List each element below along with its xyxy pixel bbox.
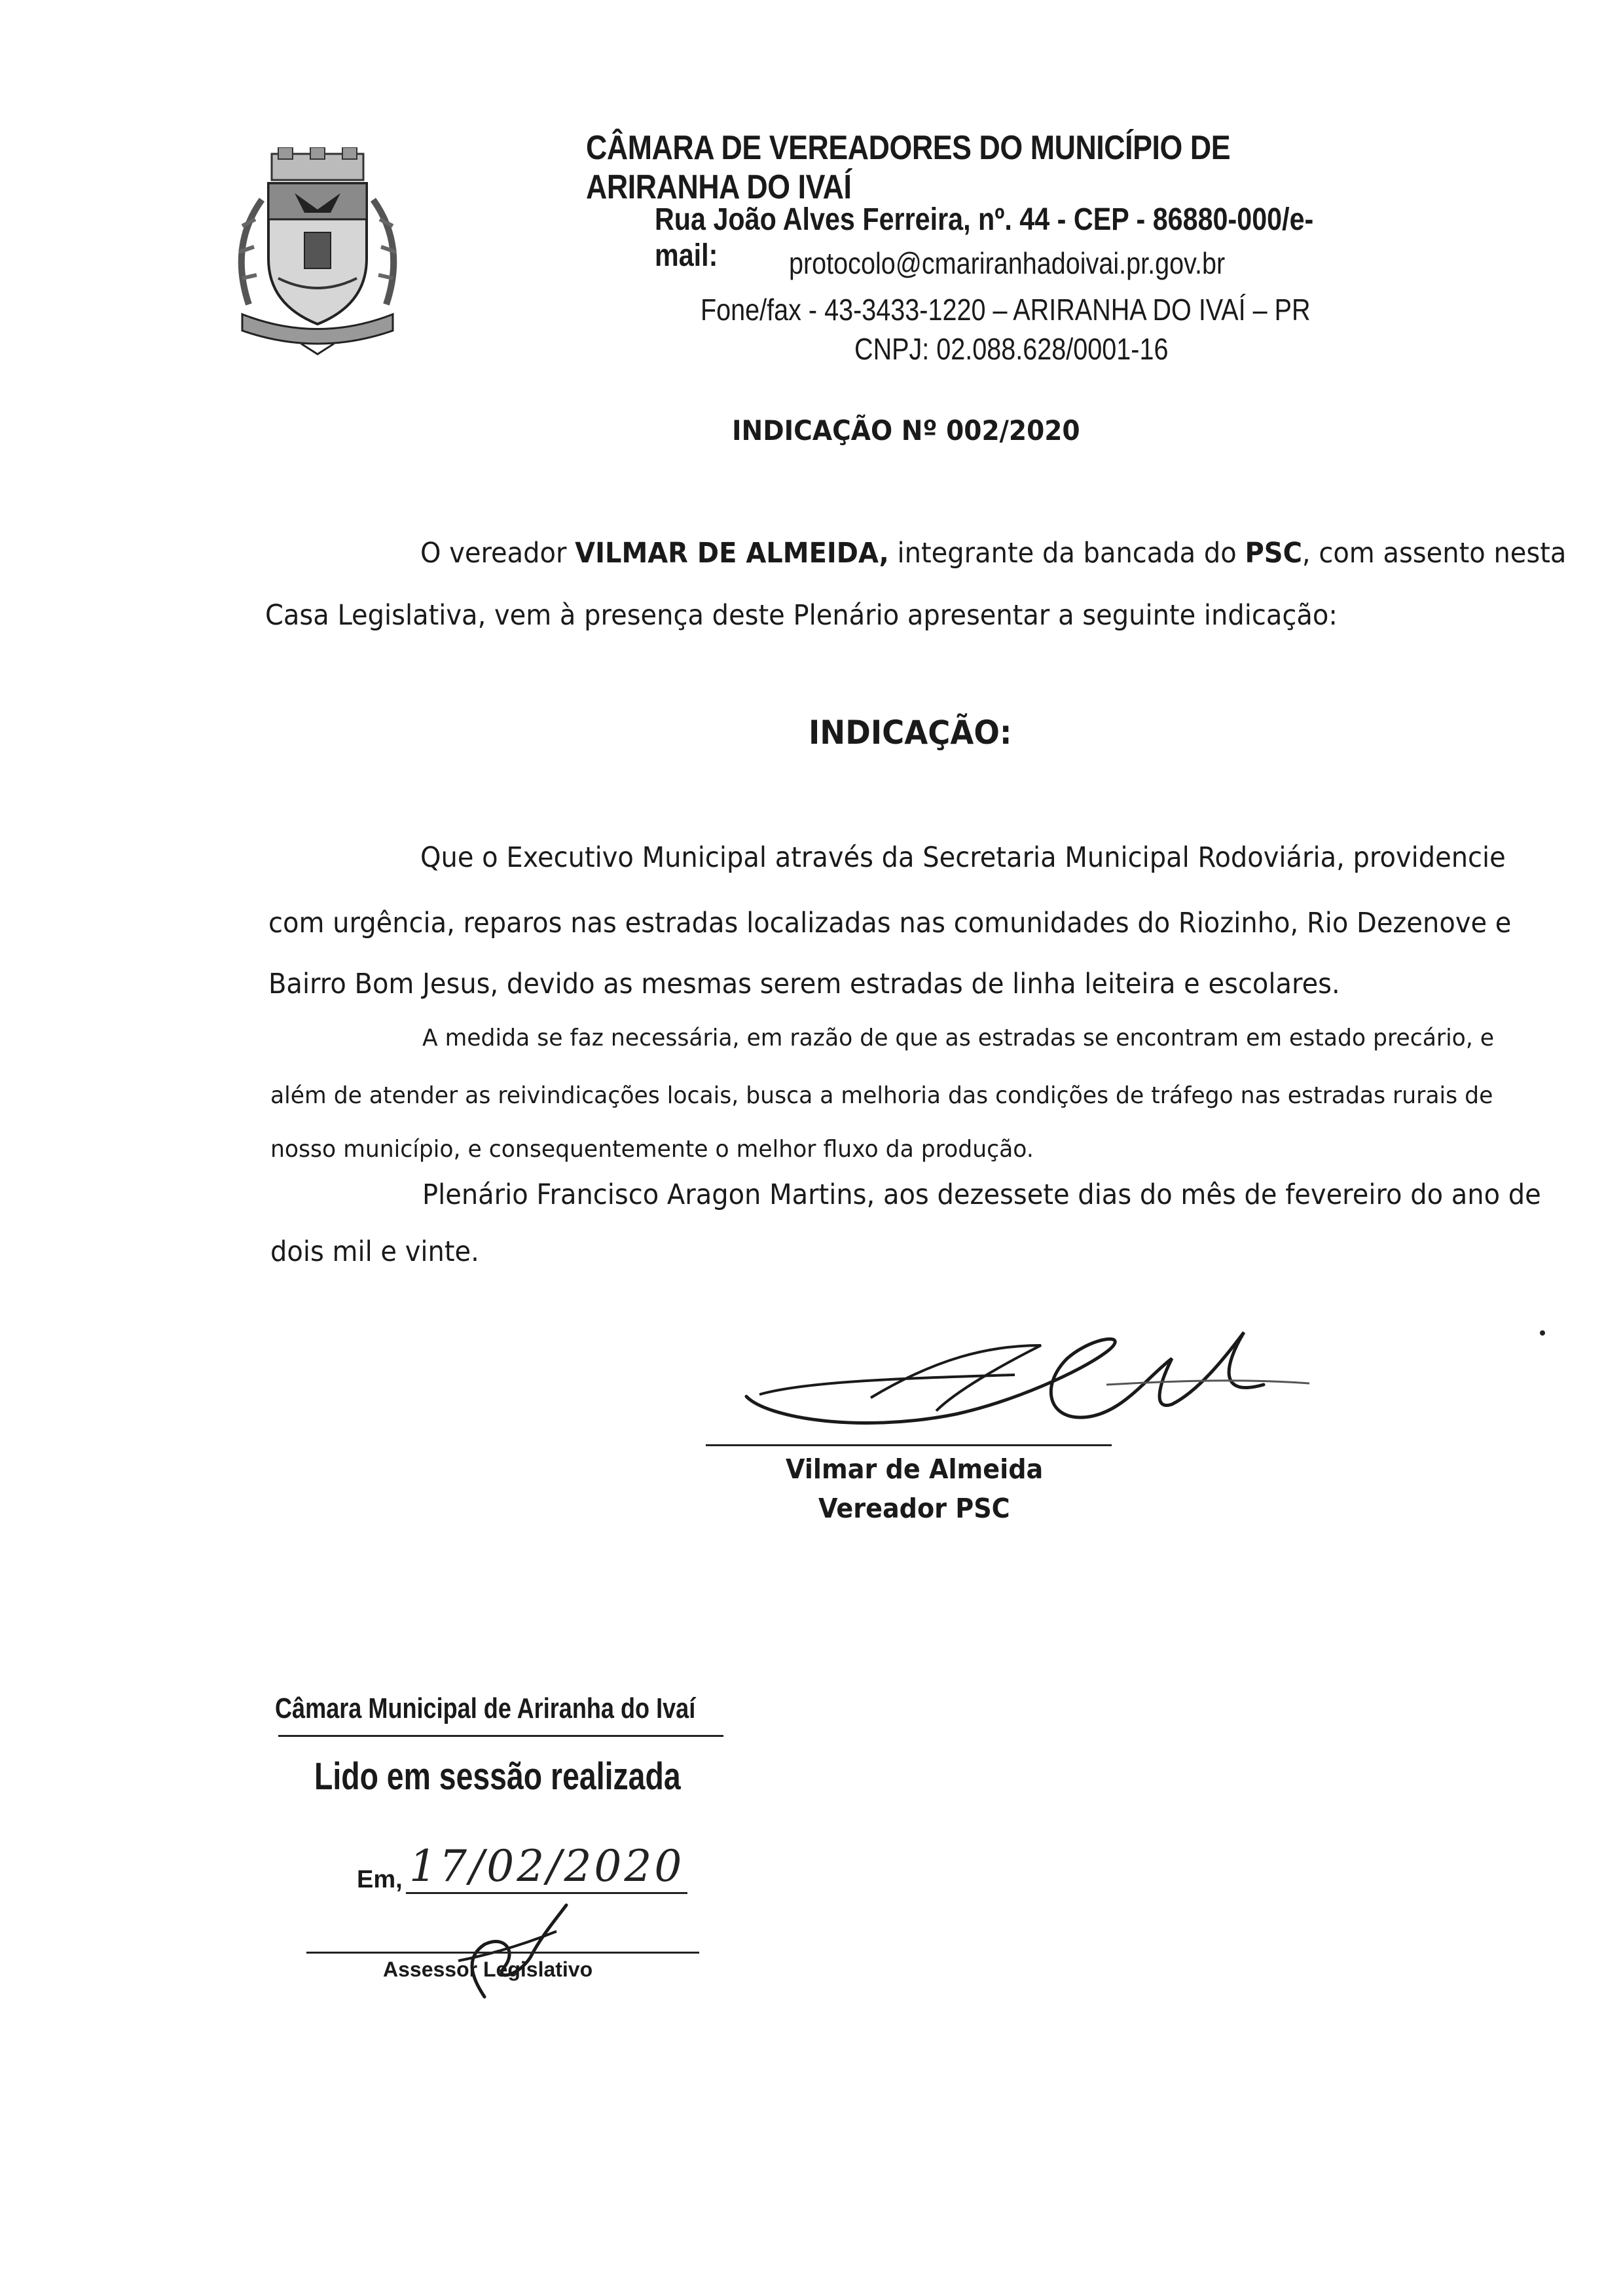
party-name: PSC (1245, 537, 1302, 570)
chamber-phone: Fone/fax - 43-3433-1220 – ARIRANHA DO IVAÍ – PR (701, 293, 1311, 327)
body2-line-1: A medida se faz necessária, em razão de que as estradas se encontram em estado precário, e (422, 1025, 1495, 1051)
municipal-coat-of-arms (216, 147, 419, 357)
stamp-read-label: Lido em sessão realizada (314, 1755, 681, 1798)
stamp-initials-scribble (445, 1899, 576, 2010)
chamber-title: CÂMARA DE VEREADORES DO MUNICÍPIO DE ARIRANHA DO IVAÍ (586, 129, 1231, 206)
body1-line-3: Bairro Bom Jesus, devido as mesmas serem estradas de linha leiteira e escolares. (268, 968, 1340, 1000)
chamber-email: protocolo@cmariranhadoivai.pr.gov.br (789, 246, 1226, 280)
stamp-title-rule (278, 1735, 723, 1737)
stamp-date-value: 17/02/2020 (409, 1841, 685, 1891)
body1-line-1: Que o Executivo Municipal através da Secretaria Municipal Rodoviária, providencie (420, 841, 1506, 874)
intro-text-a: O vereador (420, 537, 575, 570)
closing-line-1: Plenário Francisco Aragon Martins, aos dezessete dias do mês de fevereiro do ano de (422, 1178, 1541, 1211)
signatory-name: Vilmar de Almeida (786, 1453, 1044, 1485)
councillor-name: VILMAR DE ALMEIDA, (575, 537, 889, 570)
stamp-title: Câmara Municipal de Ariranha do Ivaí (275, 1692, 696, 1724)
stamp-date-prefix: Em, (357, 1866, 403, 1893)
stamp-role: Assessor Legislativo (383, 1958, 593, 1981)
section-title: INDICAÇÃO: (809, 714, 1012, 752)
stamp-signature-line (306, 1952, 699, 1954)
intro-text-b: integrante da bancada do (888, 537, 1245, 570)
intro-line-1 (420, 537, 1566, 570)
intro-text-c: , com assento nesta (1302, 537, 1567, 570)
signature-line (706, 1444, 1112, 1446)
stray-dot (1540, 1330, 1545, 1336)
closing-line-2: dois mil e vinte. (270, 1235, 479, 1268)
body1-line-2: com urgência, reparos nas estradas localizadas nas comunidades do Riozinho, Rio Dezenove e (268, 907, 1512, 939)
signatory-role: Vereador PSC (818, 1493, 1010, 1524)
chamber-address: Rua João Alves Ferreira, nº. 44 - CEP - 86880-000/e-mail: (655, 202, 1314, 273)
body2-line-2: além de atender as reivindicações locais, busca a melhoria das condições de tráfego nas estradas rurais de (270, 1082, 1493, 1109)
body2-line-3: nosso município, e consequentemente o melhor fluxo da produção. (270, 1136, 1034, 1163)
document-number: INDICAÇÃO Nº 002/2020 (732, 414, 1080, 446)
chamber-cnpj: CNPJ: 02.088.628/0001-16 (854, 332, 1169, 366)
stamp-date-line (406, 1892, 687, 1894)
handwritten-signature (740, 1319, 1329, 1450)
intro-line-2: Casa Legislativa, vem à presença deste Plenário apresentar a seguinte indicação: (265, 599, 1338, 632)
